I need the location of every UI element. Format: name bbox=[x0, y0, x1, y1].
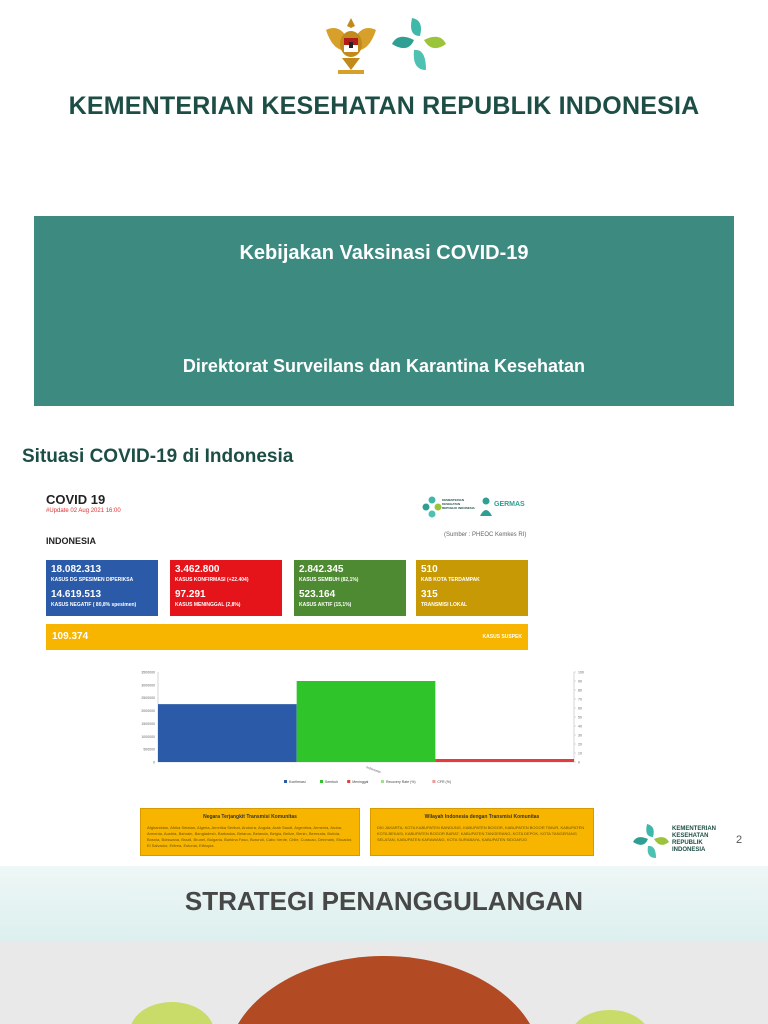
banner-subtitle: Direktorat Surveilans dan Karantina Kesehatan bbox=[182, 356, 586, 376]
y2-tick-label: 50 bbox=[578, 715, 582, 720]
dashboard-update: #Update 02 Aug 2021 16:00 bbox=[46, 508, 121, 514]
suspect-label: KASUS SUSPEK bbox=[482, 634, 522, 640]
countries-box-title: Negara Terjangkit Transmisi Komunitas bbox=[203, 814, 297, 820]
countries-transmission-box bbox=[140, 808, 360, 856]
legend-swatch bbox=[381, 780, 384, 783]
dashboard-logo-text: KEMENTERIAN KESEHATAN REPUBLIK INDONESIA bbox=[442, 498, 475, 510]
suspect-value: 109.374 bbox=[52, 631, 89, 642]
stat-card-confirmed bbox=[170, 560, 282, 616]
stat-label: KASUS SEMBUH (82,1%) bbox=[299, 577, 359, 583]
y2-tick-label: 70 bbox=[578, 697, 582, 702]
regions-box-title: Wilayah Indonesia dengan Transmisi Komunitas bbox=[424, 814, 540, 820]
stat-label: KASUS KONFIRMASI (+22.404) bbox=[175, 577, 249, 583]
bar-meninggal bbox=[435, 759, 574, 762]
stat-label: KASUS MENINGGAL (2,8%) bbox=[175, 602, 241, 608]
stat-card-tested bbox=[46, 560, 158, 616]
page-number: 2 bbox=[736, 834, 743, 846]
y2-tick-label: 90 bbox=[578, 679, 582, 684]
y-tick-label: 3500000 bbox=[141, 670, 155, 675]
y2-tick-label: 80 bbox=[578, 688, 582, 693]
y2-tick-label: 100 bbox=[578, 670, 584, 675]
covid-dashboard bbox=[34, 482, 734, 862]
regions-box-body: DKI JAKARTA, KOTA KABUPATEN BANDUNG, KABUPATEN BOGOR, KABUPATEN BOGOR TIMUR, KABUPATEN KOTA BEKASI, KABUPATEN BOGOR BARAT, KABUPATEN TANGERANG, KOTA DEPOK, KOTA TANGERANG SELATAN, KABUPATEN KARAWANG, KOTA SURABAYA, KABUPATEN SIDOARJO bbox=[377, 825, 585, 842]
chart-svg bbox=[134, 662, 604, 792]
regions-transmission-box bbox=[370, 808, 594, 856]
legend-label: CFR (%) bbox=[437, 780, 452, 784]
strategy-heading: STRATEGI PENANGGULANGAN bbox=[184, 886, 584, 916]
dashboard-region: INDONESIA bbox=[46, 536, 97, 546]
germas-label: GERMAS bbox=[494, 501, 525, 508]
stat-value: 523.164 bbox=[299, 589, 336, 600]
legend-swatch bbox=[320, 780, 323, 783]
stat-value: 14.619.513 bbox=[51, 589, 102, 600]
y-tick-label: 2000000 bbox=[141, 709, 155, 714]
cases-bar-chart bbox=[134, 662, 604, 792]
stat-value: 510 bbox=[421, 564, 438, 575]
bottom-graphic bbox=[0, 942, 768, 1024]
stat-label: KASUS NEGATIF ( 80,8% spesimen) bbox=[51, 602, 137, 608]
ministry-title: KEMENTERIAN KESEHATAN REPUBLIK INDONESIA bbox=[68, 92, 700, 120]
y2-tick-label: 20 bbox=[578, 742, 582, 747]
x-tick-label: Indonesia bbox=[365, 765, 382, 775]
dashboard-title: COVID 19 bbox=[46, 492, 106, 507]
section-heading: Situasi COVID-19 di Indonesia bbox=[22, 446, 294, 467]
stat-card-regions bbox=[416, 560, 528, 616]
stat-label: KASUS DG SPESIMEN DIPERIKSA bbox=[51, 577, 134, 583]
y2-tick-label: 60 bbox=[578, 706, 582, 711]
legend-label: Meninggal bbox=[352, 780, 369, 784]
dashboard-source: (Sumber : PHEOC Kemkes RI) bbox=[444, 532, 527, 538]
legend-label: Konfirmasi bbox=[289, 780, 306, 784]
y-tick-label: 1000000 bbox=[141, 734, 155, 739]
y-tick-label: 1500000 bbox=[141, 721, 155, 726]
dashboard-kemkes-logo-icon bbox=[422, 496, 476, 520]
y-tick-label: 0 bbox=[153, 760, 155, 765]
bar-sembuh bbox=[297, 681, 436, 762]
stat-label: KASUS AKTIF (15,1%) bbox=[299, 602, 352, 608]
legend-swatch bbox=[347, 780, 350, 783]
bar-konfirmasi bbox=[158, 704, 297, 762]
y2-tick-label: 10 bbox=[578, 751, 582, 756]
legend-label: Recovery Rate (%) bbox=[386, 780, 416, 784]
green-circle-left bbox=[130, 1002, 214, 1024]
y2-tick-label: 40 bbox=[578, 724, 582, 729]
stat-value: 97.291 bbox=[175, 589, 206, 600]
title-banner bbox=[34, 216, 734, 406]
footer-logo-text: KEMENTERIAN KESEHATAN REPUBLIK INDONESIA bbox=[672, 826, 717, 853]
stat-label: TRANSMISI LOKAL bbox=[421, 602, 468, 608]
green-circle-right bbox=[570, 1010, 650, 1024]
germas-logo bbox=[478, 496, 530, 520]
legend-label: Sembuh bbox=[325, 780, 339, 784]
y-tick-label: 3000000 bbox=[141, 683, 155, 688]
countries-box-body: Afghanistan, Afrika Selatan, Algeria, Amerika Serikat, Andorra, Angola, Arab Saudi, Argentina, Armenia, Aruba, Armenia, Austria, Bahrain, Bangladesh, Barbados, Belarus, Belanda, Belgia, Belize, Benin, Bermuda, Bolivia, Bosnia, Botswana, Brazil, Brunei, Bulgaria, Burkina Faso, Burundi, Cabo Verde, Chile, Curacao, Denmark, Ekuador, El Salvador, Eritrea, Estonia, Ethiopia bbox=[147, 825, 353, 848]
footer-kemkes-logo-icon bbox=[632, 822, 670, 860]
kemkes-logo-icon bbox=[390, 14, 448, 76]
stat-label: KAB KOTA TERDAMPAK bbox=[421, 577, 480, 583]
center-orange-circle bbox=[226, 956, 542, 1024]
legend-swatch bbox=[432, 780, 435, 783]
stat-card-recovered bbox=[294, 560, 406, 616]
stat-value: 2.842.345 bbox=[299, 564, 344, 575]
y-tick-label: 500000 bbox=[143, 747, 155, 752]
stat-value: 18.082.313 bbox=[51, 564, 102, 575]
y-tick-label: 2500000 bbox=[141, 696, 155, 701]
garuda-emblem bbox=[322, 14, 380, 76]
legend-swatch bbox=[284, 780, 287, 783]
stat-value: 315 bbox=[421, 589, 438, 600]
y2-tick-label: 0 bbox=[578, 760, 580, 765]
suspect-cases-bar bbox=[46, 624, 528, 650]
stat-value: 3.462.800 bbox=[175, 564, 220, 575]
banner-title: Kebijakan Vaksinasi COVID-19 bbox=[239, 242, 529, 264]
y2-tick-label: 30 bbox=[578, 733, 582, 738]
